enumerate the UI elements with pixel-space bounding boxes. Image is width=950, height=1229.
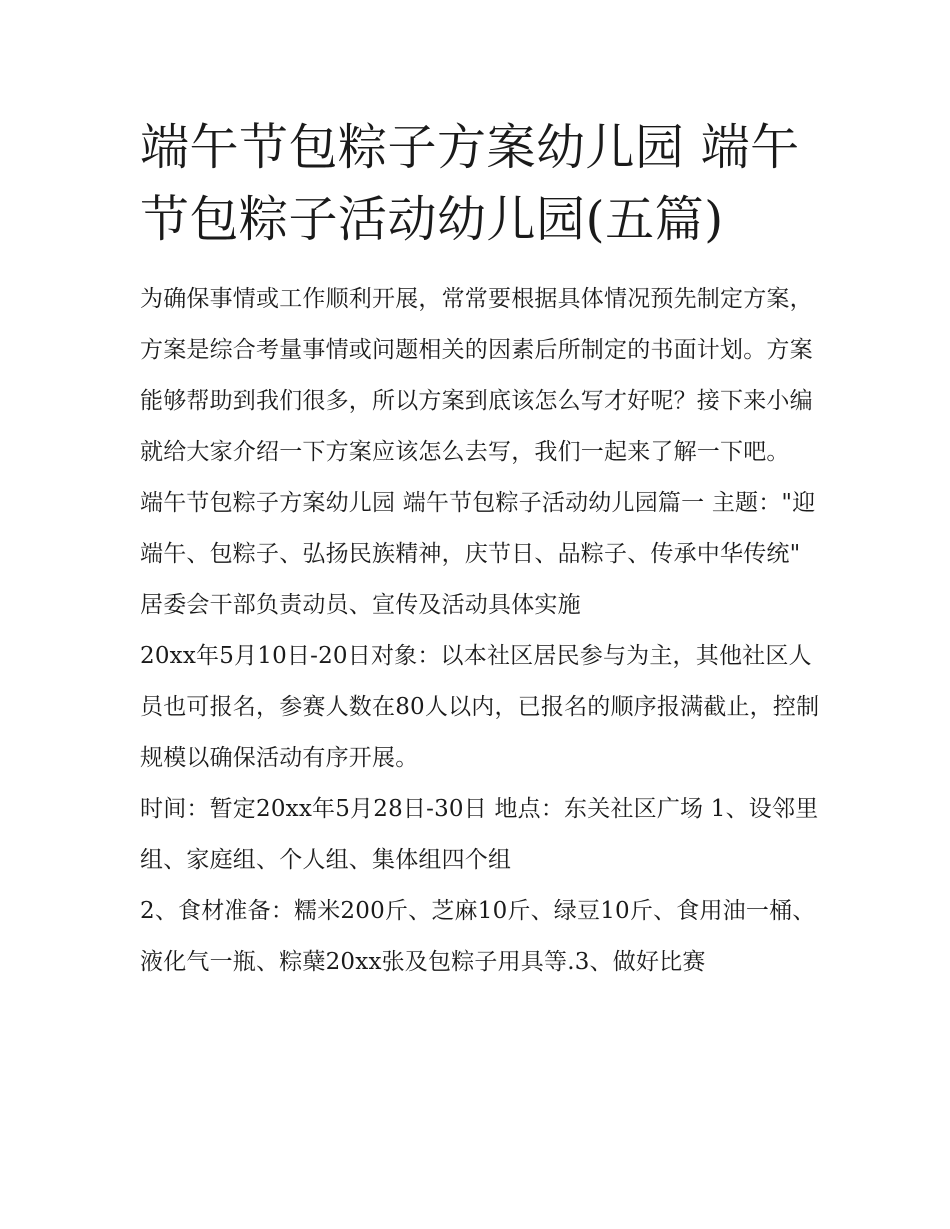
paragraph-time-location: 时间：暂定20xx年5月28日-30日 地点：东关社区广场 1、设邻里组、家庭组、个人组、集体组四个组	[140, 796, 819, 873]
paragraph-materials: 2、食材准备：糯米200斤、芝麻10斤、绿豆10斤、食用油一桶、液化气一瓶、粽蘖20xx张及包粽子用具等.3、做好比赛	[140, 898, 816, 975]
paragraph-registration: 20xx年5月10日-20日对象：以本社区居民参与为主，其他社区人员也可报名，参赛人数在80人以内，已报名的顺序报满截止，控制规模以确保活动有序开展。	[140, 643, 820, 771]
paragraph-theme: 端午节包粽子方案幼儿园 端午节包粽子活动幼儿园篇一 主题："迎端午、包粽子、弘扬民族精神，庆节日、品粽子、传承中华传统"	[140, 490, 816, 567]
document-body	[140, 274, 820, 988]
document-title: 端午节包粽子方案幼儿园 端午节包粽子活动幼儿园(五篇)	[140, 119, 800, 248]
paragraph-organizer: 居委会干部负责动员、宣传及活动具体实施	[140, 592, 581, 618]
document-page	[140, 112, 820, 988]
paragraph-intro: 为确保事情或工作顺利开展，常常要根据具体情况预先制定方案，方案是综合考量事情或问题相关的因素后所制定的书面计划。方案能够帮助到我们很多，所以方案到底该怎么写才好呢？接下来小编就给大家介绍一下方案应该怎么去写，我们一起来了解一下吧。	[140, 286, 813, 465]
